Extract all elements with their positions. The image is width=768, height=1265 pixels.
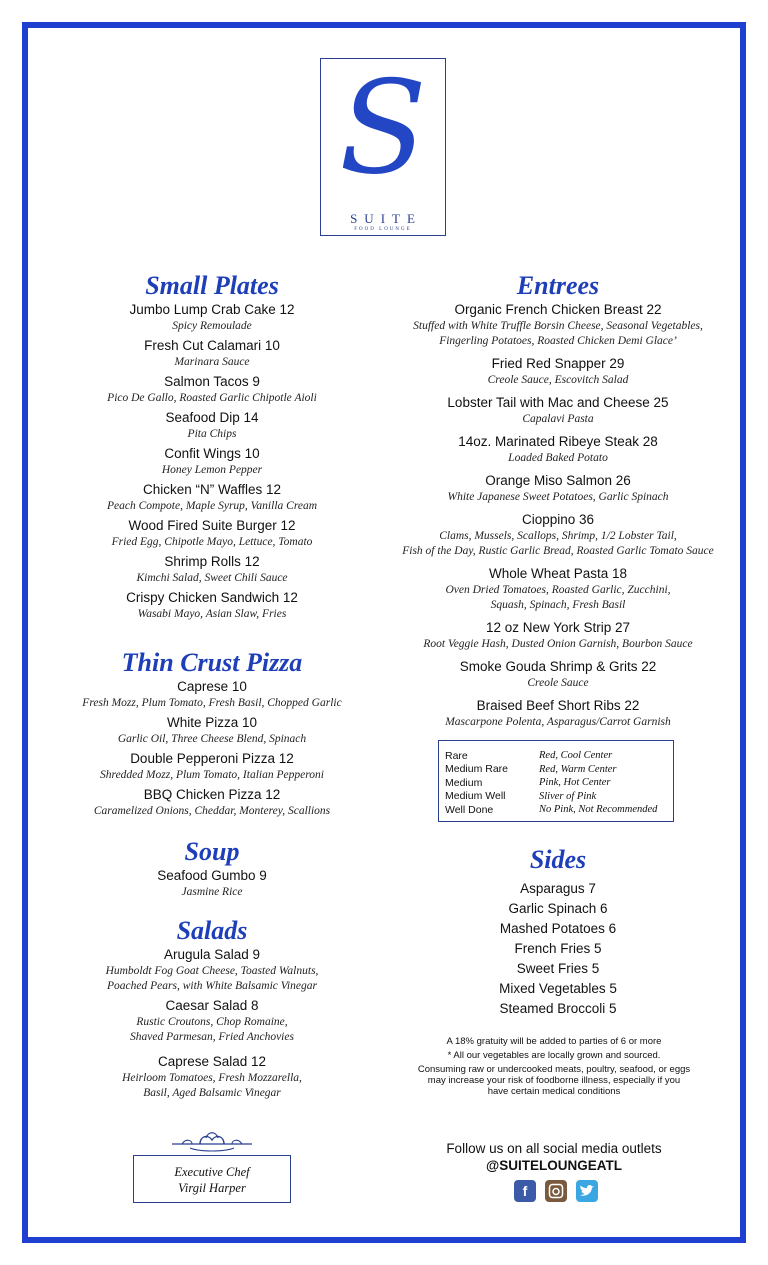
pizza-section <box>40 648 384 822</box>
follow-text: Follow us on all social media outlets <box>446 1141 662 1156</box>
doneness-name: Rare <box>445 749 468 762</box>
chef-name: Virgil Harper <box>178 1181 246 1195</box>
side-item: Mashed Potatoes 6 <box>499 921 617 936</box>
menu-item-desc: Root Veggie Hash, Dusted Onion Garnish, Bourbon Sauce <box>423 638 693 650</box>
menu-item-desc: Creole Sauce <box>527 677 589 689</box>
menu-item-name: Crispy Chicken Sandwich 12 <box>126 590 298 605</box>
menu-item-name: White Pizza 10 <box>166 715 258 730</box>
side-item: French Fries 5 <box>514 941 602 956</box>
menu-item-desc: Loaded Baked Potato <box>508 452 608 464</box>
menu-item-desc: Garlic Oil, Three Cheese Blend, Spinach <box>117 733 307 745</box>
salads-section <box>40 916 384 1104</box>
menu-item-desc: Wasabi Mayo, Asian Slaw, Fries <box>137 608 287 620</box>
side-item: Mixed Vegetables 5 <box>499 981 617 996</box>
menu-item-name: 14oz. Marinated Ribeye Steak 28 <box>458 434 658 449</box>
menu-item-name: Lobster Tail with Mac and Cheese 25 <box>447 395 669 410</box>
flourish-ornament <box>170 1128 254 1154</box>
logo-name: SUITE <box>350 211 422 226</box>
suite-logo <box>320 54 446 236</box>
menu-item-name: Caesar Salad 8 <box>165 998 259 1013</box>
vegetables-note: * All our vegetables are locally grown and sourced. <box>447 1050 661 1061</box>
gratuity-note: A 18% gratuity will be added to parties of 6 or more <box>446 1036 662 1047</box>
logo-letter: S <box>339 54 427 203</box>
menu-item-desc: Kimchi Salad, Sweet Chili Sauce <box>136 572 288 584</box>
menu-item-name: Seafood Dip 14 <box>165 410 259 425</box>
menu-item-desc: Humboldt Fog Goat Cheese, Toasted Walnuts, <box>105 965 319 977</box>
menu-item-name: Confit Wings 10 <box>164 446 260 461</box>
menu-item-desc: Fresh Mozz, Plum Tomato, Fresh Basil, Chopped Garlic <box>82 697 342 709</box>
menu-item-desc: Fish of the Day, Rustic Garlic Bread, Roasted Garlic Tomato Sauce <box>402 545 714 557</box>
menu-item-desc: Squash, Spinach, Fresh Basil <box>490 599 626 611</box>
menu-item-desc: Fingerling Potatoes, Roasted Chicken Demi Glace’ <box>439 335 677 347</box>
menu-item-desc: Shaved Parmesan, Fried Anchovies <box>130 1031 294 1043</box>
entrees-section <box>388 271 728 733</box>
menu-notes <box>398 1036 710 1097</box>
menu-item-desc: Basil, Aged Balsamic Vinegar <box>143 1087 281 1099</box>
doneness-desc: No Pink, Not Recommended <box>539 804 658 816</box>
menu-item-name: BBQ Chicken Pizza 12 <box>143 787 281 802</box>
doneness-row <box>445 763 668 777</box>
doneness-name: Medium Well <box>445 790 506 803</box>
doneness-desc: Red, Cool Center <box>539 750 613 762</box>
executive-chef-box <box>133 1155 291 1203</box>
chef-title: Executive Chef <box>174 1165 250 1179</box>
menu-item-name: Cioppino 36 <box>521 512 595 527</box>
section-title: Soup <box>184 837 240 866</box>
menu-item-desc: Oven Dried Tomatoes, Roasted Garlic, Zucchini, <box>445 584 671 596</box>
doneness-desc: Pink, Hot Center <box>539 777 611 789</box>
menu-item-name: Salmon Tacos 9 <box>164 374 260 389</box>
health-warning-line: have certain medical conditions <box>487 1086 621 1097</box>
menu-item-desc: Peach Compote, Maple Syrup, Vanilla Cream <box>106 500 318 512</box>
side-item: Sweet Fries 5 <box>516 961 600 976</box>
menu-item-desc: Capalavi Pasta <box>522 413 594 425</box>
menu-item-name: Double Pepperoni Pizza 12 <box>130 751 294 766</box>
menu-item-name: 12 oz New York Strip 27 <box>485 620 631 635</box>
menu-item-name: Chicken “N” Waffles 12 <box>142 482 282 497</box>
menu-item-desc: Heirloom Tomatoes, Fresh Mozzarella, <box>122 1072 302 1084</box>
menu-item-desc: Mascarpone Polenta, Asparagus/Carrot Garnish <box>445 716 671 728</box>
menu-item-desc: Honey Lemon Pepper <box>161 464 263 476</box>
menu-item-name: Orange Miso Salmon 26 <box>485 473 631 488</box>
menu-item-desc: Jasmine Rice <box>181 886 243 898</box>
section-title: Small Plates <box>145 271 279 300</box>
menu-item-name: Wood Fired Suite Burger 12 <box>128 518 296 533</box>
menu-item-desc: Pico De Gallo, Roasted Garlic Chipotle Aioli <box>107 392 317 404</box>
doneness-row <box>445 776 668 790</box>
side-item: Garlic Spinach 6 <box>508 901 608 916</box>
menu-item-name: Caprese 10 <box>177 679 247 694</box>
doneness-desc: Red, Warm Center <box>539 763 617 775</box>
menu-item-name: Fried Red Snapper 29 <box>491 356 625 371</box>
menu-item-name: Whole Wheat Pasta 18 <box>488 566 628 581</box>
section-title: Entrees <box>516 271 600 300</box>
twitter-icon[interactable] <box>576 1180 598 1202</box>
section-title: Salads <box>176 916 248 945</box>
menu-item-desc: Caramelized Onions, Cheddar, Monterey, Scallions <box>93 805 331 817</box>
section-title: Sides <box>529 845 587 874</box>
menu-item-name: Organic French Chicken Breast 22 <box>454 302 662 317</box>
doneness-row <box>445 790 668 804</box>
menu-item-desc: Creole Sauce, Escovitch Salad <box>487 374 629 386</box>
menu-item-desc: Shredded Mozz, Plum Tomato, Italian Pepperoni <box>100 769 324 781</box>
instagram-icon[interactable] <box>545 1180 567 1202</box>
health-warning-line: may increase your risk of foodborne illness, especially if you <box>427 1075 681 1086</box>
steak-doneness-guide <box>438 740 674 822</box>
small-plates-section <box>40 271 384 625</box>
menu-item-name: Jumbo Lump Crab Cake 12 <box>129 302 295 317</box>
doneness-name: Well Done <box>445 803 494 816</box>
health-warning-line: Consuming raw or undercooked meats, poultry, seafood, or eggs <box>417 1064 691 1075</box>
menu-item-desc: Marinara Sauce <box>174 356 250 368</box>
section-title: Thin Crust Pizza <box>121 648 303 677</box>
social-follow <box>398 1140 710 1174</box>
menu-item-name: Seafood Gumbo 9 <box>157 868 267 883</box>
menu-item-name: Braised Beef Short Ribs 22 <box>476 698 640 713</box>
doneness-row <box>445 803 668 817</box>
side-item: Steamed Broccoli 5 <box>499 1001 617 1016</box>
health-warning <box>398 1064 710 1097</box>
doneness-name: Medium <box>445 776 483 789</box>
menu-item-desc: Rustic Croutons, Chop Romaine, <box>136 1016 288 1028</box>
social-handle: @SUITELOUNGEATL <box>486 1158 622 1173</box>
doneness-desc: Sliver of Pink <box>539 790 597 802</box>
menu-item-desc: Spicy Remoulade <box>172 320 252 332</box>
menu-item-name: Arugula Salad 9 <box>163 947 261 962</box>
menu-item-name: Smoke Gouda Shrimp & Grits 22 <box>459 659 657 674</box>
logo-tagline: FOOD LOUNGE <box>354 227 412 232</box>
menu-item-desc: Poached Pears, with White Balsamic Vinegar <box>107 980 317 992</box>
menu-item-desc: Fried Egg, Chipotle Mayo, Lettuce, Tomato <box>111 536 313 548</box>
menu-item-name: Fresh Cut Calamari 10 <box>144 338 280 353</box>
side-item: Asparagus 7 <box>520 881 596 896</box>
menu-item-desc: Pita Chips <box>187 428 237 440</box>
doneness-name: Medium Rare <box>445 763 509 776</box>
menu-item-name: Shrimp Rolls 12 <box>164 554 260 569</box>
menu-item-desc: White Japanese Sweet Potatoes, Garlic Spinach <box>447 491 669 503</box>
menu-item-desc: Clams, Mussels, Scallops, Shrimp, 1/2 Lobster Tail, <box>439 530 677 542</box>
social-icons <box>514 1180 598 1202</box>
sides-section <box>388 845 728 1019</box>
doneness-row <box>445 749 668 763</box>
soup-section <box>40 837 384 903</box>
menu-item-desc: Stuffed with White Truffle Borsin Cheese, Seasonal Vegetables, <box>413 320 703 332</box>
facebook-icon[interactable]: f <box>514 1180 536 1202</box>
menu-item-name: Caprese Salad 12 <box>157 1054 267 1069</box>
